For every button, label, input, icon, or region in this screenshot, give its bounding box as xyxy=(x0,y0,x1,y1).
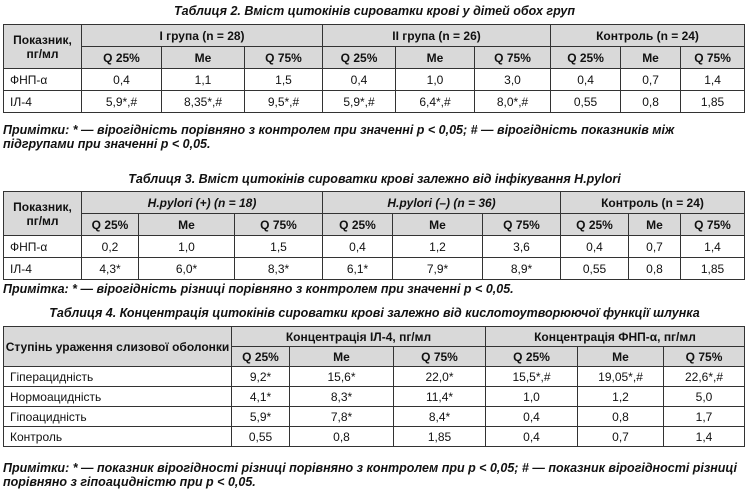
table-cell: 5,0 xyxy=(664,387,745,407)
table-cell: 0,8 xyxy=(578,407,664,427)
table-cell: 5,9*,# xyxy=(82,91,162,113)
table4-subheader: Q 25% xyxy=(486,347,578,367)
table-row xyxy=(4,258,745,280)
table-cell: 7,9* xyxy=(393,258,483,280)
table2-subheader: Q 75% xyxy=(475,47,551,69)
table-row xyxy=(4,236,745,258)
table-cell: 19,05*,# xyxy=(578,367,664,387)
table-cell: 5,9*,# xyxy=(323,91,396,113)
table-cell: 15,6* xyxy=(290,367,394,387)
row-label: Гіпоацидність xyxy=(4,407,232,427)
table-cell: 8,35*,# xyxy=(162,91,245,113)
table3-subheader: Me xyxy=(393,214,483,236)
table2-group-header: Контроль (n = 24) xyxy=(551,25,745,47)
table-cell: 1,4 xyxy=(681,69,745,91)
row-label: Гіперацидність xyxy=(4,367,232,387)
table3-subheader: Q 25% xyxy=(561,214,629,236)
table2-group-header: ІІ група (n = 26) xyxy=(323,25,551,47)
table-cell: 1,5 xyxy=(245,69,323,91)
table2-note: Примітки: * — вірогідність порівняно з контролем при значенні р < 0,05; # — вірогідність показників між підгрупами при значенні р < 0,05. xyxy=(3,123,675,151)
table3-group-header: Контроль (n = 24) xyxy=(561,192,745,214)
table2-subheader: Q 25% xyxy=(323,47,396,69)
table2-subheader: Me xyxy=(162,47,245,69)
table4-note: Примітки: * — показник вірогідності різниці порівняно з контролем при р < 0,05; # — показник вірогідності різниці порівняно з гіпоацидністю при р < 0,05. xyxy=(3,461,737,489)
table-cell: 1,0 xyxy=(396,69,475,91)
table-cell: 1,4 xyxy=(681,236,745,258)
table3-subheader: Q 75% xyxy=(681,214,745,236)
table-cell: 22,0* xyxy=(394,367,486,387)
row-label: ІЛ-4 xyxy=(4,91,82,113)
table-cell: 3,0 xyxy=(475,69,551,91)
table-cell: 6,0* xyxy=(139,258,235,280)
table-cell: 0,55 xyxy=(232,427,290,447)
table2-subheader: Me xyxy=(396,47,475,69)
table-cell: 0,4 xyxy=(551,69,621,91)
table-cell: 4,1* xyxy=(232,387,290,407)
table-row xyxy=(4,407,745,427)
row-label: Контроль xyxy=(4,427,232,447)
row-label: Нормоацидність xyxy=(4,387,232,407)
table-cell: 8,4* xyxy=(394,407,486,427)
table-cell: 0,8 xyxy=(621,91,681,113)
table2-subheader: Me xyxy=(621,47,681,69)
table3-subheader: Q 25% xyxy=(82,214,139,236)
table-row xyxy=(4,367,745,387)
table-cell: 1,0 xyxy=(486,387,578,407)
table-cell: 0,55 xyxy=(551,91,621,113)
table-cell: 0,4 xyxy=(323,236,393,258)
table-row xyxy=(4,69,745,91)
table2-subheader: Q 25% xyxy=(551,47,621,69)
table4-subheader: Q 75% xyxy=(664,347,745,367)
table4 xyxy=(3,326,745,447)
table-row xyxy=(4,427,745,447)
table-cell: 1,5 xyxy=(235,236,323,258)
row-label: ФНП-α xyxy=(4,236,82,258)
table-cell: 9,2* xyxy=(232,367,290,387)
table3-subheader: Me xyxy=(139,214,235,236)
table-cell: 0,8 xyxy=(290,427,394,447)
table-cell: 22,6*,# xyxy=(664,367,745,387)
row-label: ФНП-α xyxy=(4,69,82,91)
table3-note: Примітка: * — вірогідність різниці порівняно з контролем при значенні р < 0,05. xyxy=(3,282,514,296)
table2-caption: Таблиця 2. Вміст цитокінів сироватки крові у дітей обох груп xyxy=(173,4,575,18)
table4-group-header: Концентрація ФНП-α, пг/мл xyxy=(486,327,745,347)
table-cell: 9,5*,# xyxy=(245,91,323,113)
table-cell: 0,8 xyxy=(629,258,681,280)
table-cell: 0,4 xyxy=(82,69,162,91)
table-cell: 0,7 xyxy=(629,236,681,258)
table3-subheader: Q 75% xyxy=(235,214,323,236)
table-cell: 0,7 xyxy=(578,427,664,447)
table-cell: 1,2 xyxy=(393,236,483,258)
table3-indicator-header: Показник, пг/мл xyxy=(4,192,82,236)
table3-group-header: H.pylori (–) (n = 36) xyxy=(323,192,561,214)
table4-subheader: Q 75% xyxy=(394,347,486,367)
table-cell: 0,2 xyxy=(82,236,139,258)
table2 xyxy=(3,24,745,113)
table-cell: 7,8* xyxy=(290,407,394,427)
table-cell: 8,3* xyxy=(290,387,394,407)
table-cell: 8,9* xyxy=(483,258,561,280)
table3 xyxy=(3,191,745,280)
table-cell: 1,0 xyxy=(139,236,235,258)
table-cell: 1,85 xyxy=(681,258,745,280)
table-cell: 0,7 xyxy=(621,69,681,91)
table-cell: 0,4 xyxy=(561,236,629,258)
table2-subheader: Q 75% xyxy=(245,47,323,69)
table-cell: 1,4 xyxy=(664,427,745,447)
table-cell: 0,4 xyxy=(486,427,578,447)
table-row xyxy=(4,387,745,407)
table4-degree-header: Ступінь ураження слизової оболонки xyxy=(4,327,232,367)
table-cell: 0,4 xyxy=(486,407,578,427)
table-cell: 3,6 xyxy=(483,236,561,258)
table-cell: 5,9* xyxy=(232,407,290,427)
table-cell: 6,1* xyxy=(323,258,393,280)
table-cell: 1,2 xyxy=(578,387,664,407)
table-cell: 1,85 xyxy=(394,427,486,447)
table3-group-header: H.pylori (+) (n = 18) xyxy=(82,192,323,214)
table3-subheader: Me xyxy=(629,214,681,236)
table4-subheader: Me xyxy=(290,347,394,367)
table4-subheader: Q 25% xyxy=(232,347,290,367)
table-cell: 1,85 xyxy=(681,91,745,113)
table4-caption: Таблиця 4. Концентрація цитокінів сироватки крові залежно від кислотоутворюючої функції шлунка xyxy=(49,306,700,320)
table2-group-header: І група (n = 28) xyxy=(82,25,323,47)
table2-indicator-header: Показник, пг/мл xyxy=(4,25,82,69)
table-cell: 6,4*,# xyxy=(396,91,475,113)
table3-caption: Таблиця 3. Вміст цитокінів сироватки крові залежно від інфікування H.pylori xyxy=(128,172,621,186)
table-cell: 1,7 xyxy=(664,407,745,427)
table-row xyxy=(4,91,745,113)
table2-subheader: Q 75% xyxy=(681,47,745,69)
table-cell: 0,4 xyxy=(323,69,396,91)
table2-subheader: Q 25% xyxy=(82,47,162,69)
table3-subheader: Q 25% xyxy=(323,214,393,236)
table-cell: 8,3* xyxy=(235,258,323,280)
row-label: ІЛ-4 xyxy=(4,258,82,280)
table4-group-header: Концентрація ІЛ-4, пг/мл xyxy=(232,327,486,347)
table-cell: 11,4* xyxy=(394,387,486,407)
table-cell: 0,55 xyxy=(561,258,629,280)
table3-subheader: Q 75% xyxy=(483,214,561,236)
table-cell: 15,5*,# xyxy=(486,367,578,387)
table-cell: 1,1 xyxy=(162,69,245,91)
table4-subheader: Me xyxy=(578,347,664,367)
table-cell: 4,3* xyxy=(82,258,139,280)
table-cell: 8,0*,# xyxy=(475,91,551,113)
